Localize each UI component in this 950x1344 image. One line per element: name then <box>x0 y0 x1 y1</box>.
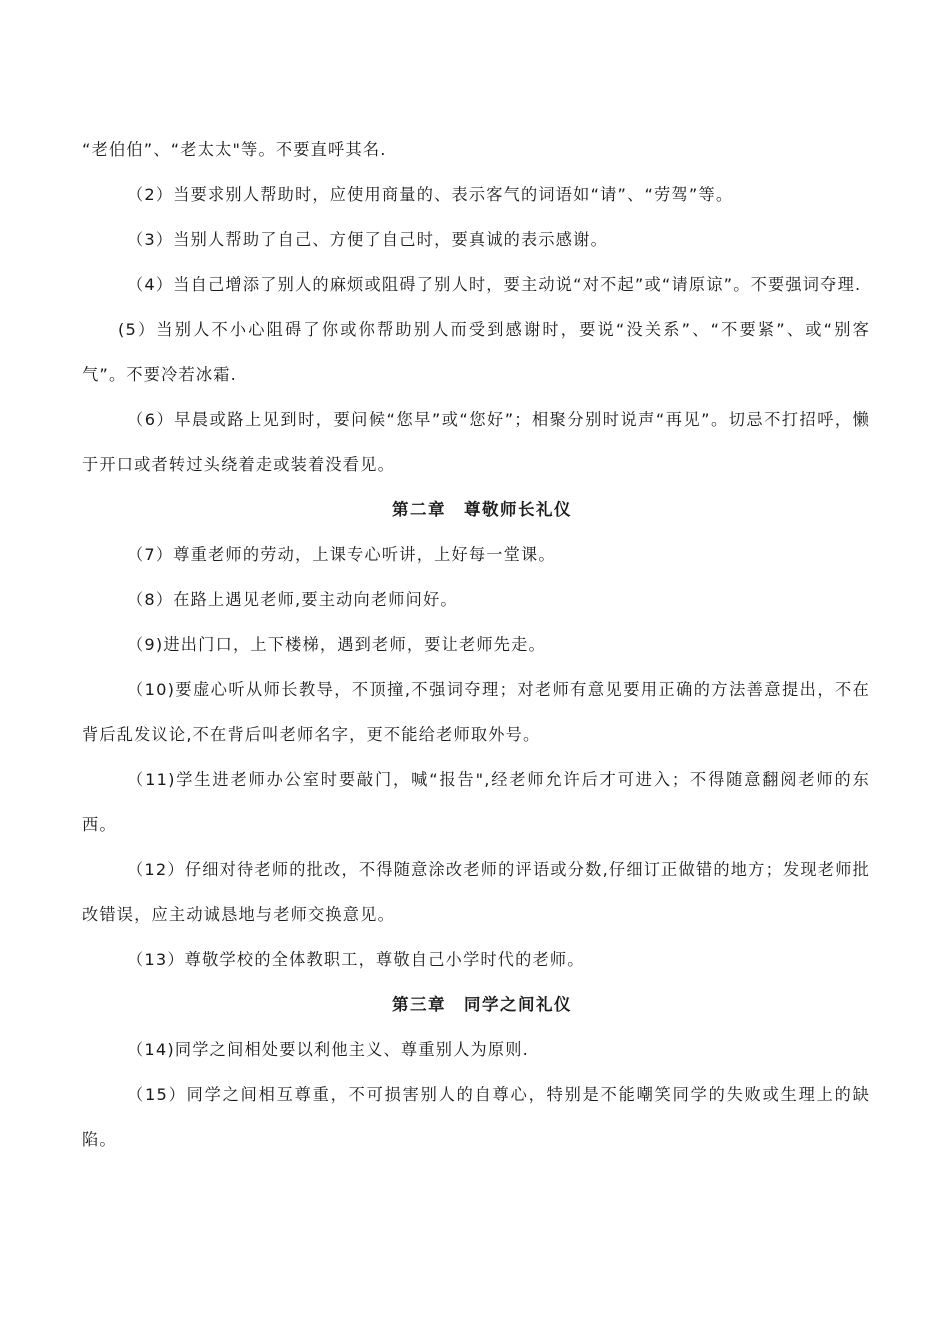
paragraph: （7）尊重老师的劳动，上课专心听讲，上好每一堂课。 <box>127 545 556 564</box>
paragraph: （8）在路上遇见老师,要主动向老师问好。 <box>127 590 458 609</box>
paragraph: “老伯伯”、“老太太"等。不要直呼其名. <box>82 140 387 159</box>
paragraph: （6）早晨或路上见到时，要问候“您早”或“您好”；相聚分别时说声“再见”。切忌不打招呼，懒于开口或者转过头绕着走或装着没看见。 <box>82 410 870 474</box>
paragraph: （4）当自己增添了别人的麻烦或阻碍了别人时，要主动说“对不起”或“请原谅”。不要强词夺理. <box>127 275 862 294</box>
document-body <box>82 127 870 1162</box>
paragraph: （3）当别人帮助了自己、方便了自己时，要真诚的表示感谢。 <box>127 230 608 249</box>
paragraph: （2）当要求别人帮助时，应使用商量的、表示客气的词语如“请”、“劳驾”等。 <box>127 185 734 204</box>
chapter-heading: 第三章 同学之间礼仪 <box>392 995 572 1014</box>
chapter-heading: 第二章 尊敬师长礼仪 <box>392 500 572 519</box>
paragraph: （11)学生进老师办公室时要敲门，喊“报告",经老师允许后才可进入；不得随意翻阅老师的东西。 <box>82 770 870 834</box>
paragraph: （13）尊敬学校的全体教职工，尊敬自己小学时代的老师。 <box>127 950 585 969</box>
paragraph: （9)进出门口，上下楼梯，遇到老师，要让老师先走。 <box>127 635 546 654</box>
paragraph: （12）仔细对待老师的批改，不得随意涂改老师的评语或分数,仔细订正做错的地方；发现老师批改错误，应主动诚恳地与老师交换意见。 <box>82 860 870 924</box>
paragraph: （15）同学之间相互尊重，不可损害别人的自尊心，特别是不能嘲笑同学的失败或生理上的缺陷。 <box>82 1085 870 1149</box>
paragraph: （14)同学之间相处要以利他主义、尊重别人为原则. <box>127 1040 529 1059</box>
paragraph: （10)要虚心听从师长教导，不顶撞,不强词夺理；对老师有意见要用正确的方法善意提出，不在背后乱发议论,不在背后叫老师名字，更不能给老师取外号。 <box>82 680 870 744</box>
paragraph: (5）当别人不小心阻碍了你或你帮助别人而受到感谢时，要说“没关系”、“不要紧”、或“别客气”。不要冷若冰霜. <box>82 320 870 384</box>
